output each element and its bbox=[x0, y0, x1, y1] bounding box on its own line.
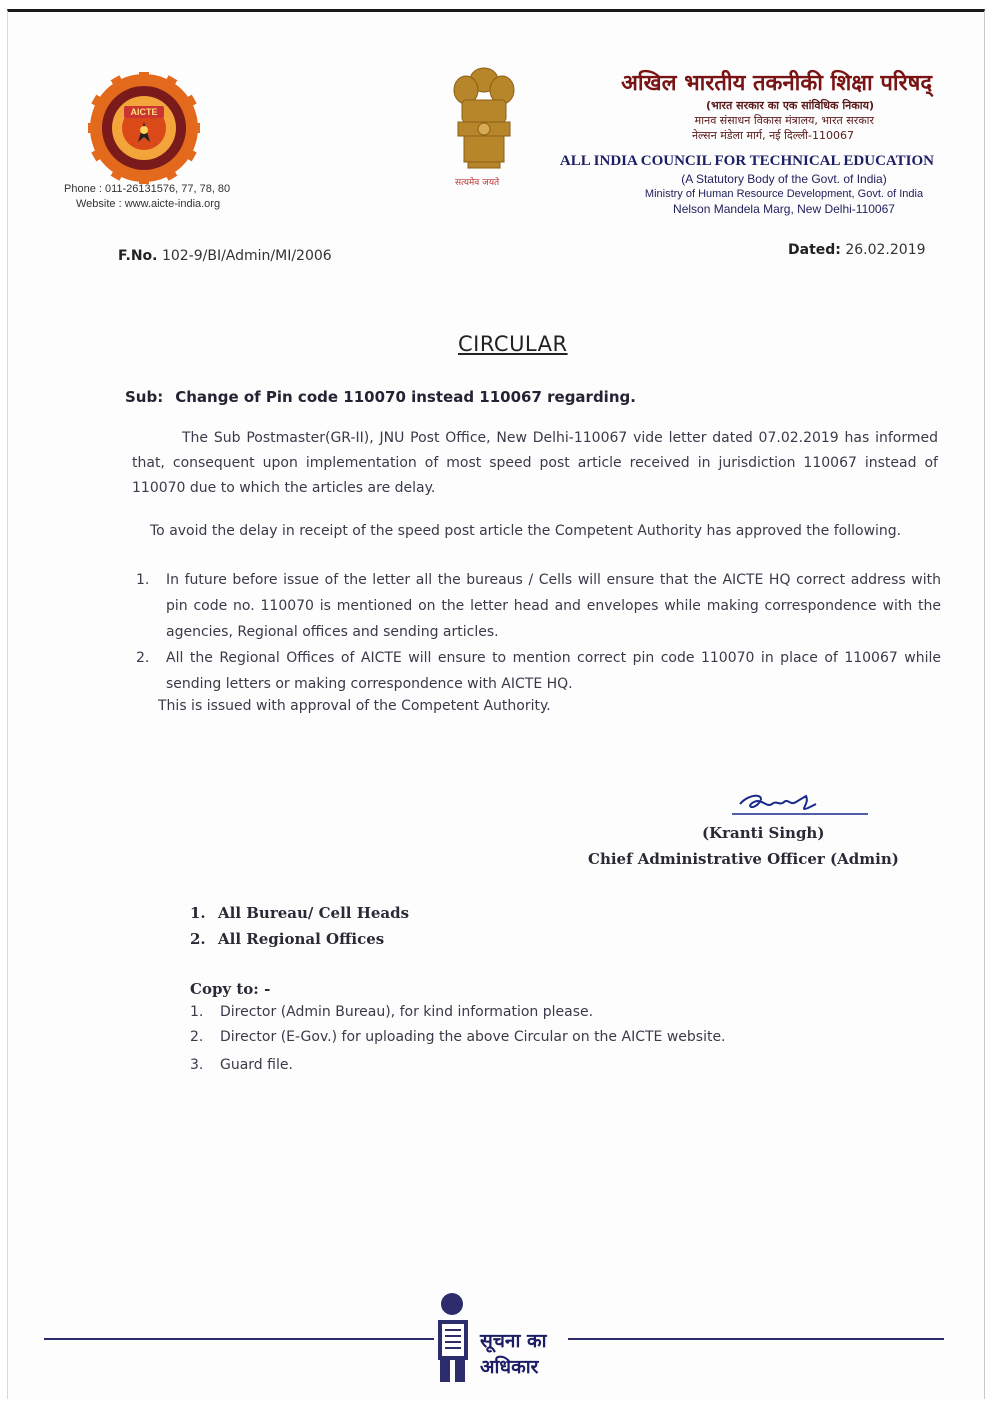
distribution-text: All Bureau/ Cell Heads bbox=[218, 904, 410, 922]
org-name-hindi-block bbox=[572, 70, 932, 143]
contact-info bbox=[64, 182, 230, 212]
distribution-item bbox=[190, 904, 409, 922]
distribution-number: 2. bbox=[190, 930, 206, 948]
list-item-number: 2. bbox=[136, 650, 150, 666]
file-number-label: F.No. bbox=[118, 248, 158, 264]
copy-to-number: 2. bbox=[190, 1029, 204, 1045]
distribution-number: 1. bbox=[190, 904, 206, 922]
copy-to-number: 1. bbox=[190, 1004, 204, 1020]
document-title: CIRCULAR bbox=[458, 332, 568, 356]
org-name-english-block bbox=[534, 152, 934, 217]
rti-text-line2: अधिकार bbox=[480, 1356, 539, 1378]
phone-number: Phone : 011-26131576, 77, 78, 80 bbox=[64, 183, 231, 195]
emblem-motto: सत्यमेव जयते bbox=[455, 178, 500, 188]
copy-to-text: Director (Admin Bureau), for kind information please. bbox=[220, 1004, 594, 1020]
copy-to-number: 3. bbox=[190, 1057, 204, 1073]
footer-divider-right bbox=[568, 1338, 944, 1340]
copy-to-item bbox=[190, 1004, 593, 1020]
national-emblem bbox=[448, 64, 520, 182]
website: Website : www.aicte-india.org bbox=[76, 198, 221, 210]
copy-to-text: Director (E-Gov.) for uploading the above Circular on the AICTE website. bbox=[220, 1029, 726, 1045]
signatory-name: (Kranti Singh) bbox=[702, 824, 825, 842]
svg-text:AICTE: AICTE bbox=[130, 107, 158, 117]
signatory-designation: Chief Administrative Officer (Admin) bbox=[588, 850, 899, 868]
distribution-text: All Regional Offices bbox=[218, 930, 385, 948]
org-english-ministry: Ministry of Human Resource Development, Govt. of India bbox=[644, 188, 924, 200]
org-hindi-statutory: (भारत सरकार का एक सांविधिक निकाय) bbox=[705, 99, 874, 112]
subject-line bbox=[125, 388, 636, 406]
org-name-english: ALL INDIA COUNCIL FOR TECHNICAL EDUCATION bbox=[559, 153, 934, 169]
subject-text: Change of Pin code 110070 instead 110067 regarding. bbox=[175, 388, 636, 406]
date-label: Dated: bbox=[788, 242, 841, 258]
aicte-logo bbox=[88, 72, 200, 184]
body-paragraph-1: The Sub Postmaster(GR-II), JNU Post Office, New Delhi-110067 vide letter dated 07.02.2019 has informed that, consequent upon implementation of most speed post article received in jurisdiction 110067 instead of 110070 due to which the articles are delay. bbox=[132, 430, 938, 496]
org-hindi-address: नेल्सन मंडेला मार्ग, नई दिल्ली-110067 bbox=[691, 129, 854, 142]
list-item-text: In future before issue of the letter all the bureaus / Cells will ensure that the AICTE HQ correct address with pin code no. 110070 is mentioned on the letter head and envelopes while making correspondence with the agencies, Regional offices and sending articles. bbox=[166, 572, 941, 640]
footer-divider-left bbox=[44, 1338, 434, 1340]
date-value: 26.02.2019 bbox=[845, 242, 926, 258]
date bbox=[788, 242, 926, 258]
org-english-statutory: (A Statutory Body of the Govt. of India) bbox=[681, 172, 887, 186]
list-item-text: All the Regional Offices of AICTE will ensure to mention correct pin code 110070 in place of 110067 while sending letters or making correspondence with AICTE HQ. bbox=[166, 650, 941, 692]
org-hindi-ministry: मानव संसाधन विकास मंत्रालय, भारत सरकार bbox=[694, 114, 874, 127]
list-item-number: 1. bbox=[136, 572, 150, 588]
copy-to-text: Guard file. bbox=[220, 1057, 293, 1073]
org-name-hindi: अखिल भारतीय तकनीकी शिक्षा परिषद् bbox=[621, 71, 932, 96]
file-number-value: 102-9/BI/Admin/MI/2006 bbox=[161, 248, 332, 264]
distribution-item bbox=[190, 930, 384, 948]
list-item bbox=[136, 645, 946, 700]
copy-to-item bbox=[190, 1057, 293, 1073]
rti-person-document-icon bbox=[428, 1292, 478, 1387]
subject-label: Sub: bbox=[125, 388, 164, 406]
approval-note: This is issued with approval of the Competent Authority. bbox=[158, 698, 551, 714]
rti-logo-text bbox=[480, 1328, 547, 1380]
file-number bbox=[118, 248, 332, 264]
copy-to-label: Copy to: - bbox=[190, 980, 271, 998]
list-item bbox=[136, 567, 946, 647]
document-page bbox=[7, 9, 985, 1399]
org-english-address: Nelson Mandela Marg, New Delhi-110067 bbox=[673, 202, 895, 216]
body-paragraph-2: To avoid the delay in receipt of the speed post article the Competent Authority has approved the following. bbox=[150, 523, 902, 539]
rti-text-line1: सूचना का bbox=[480, 1330, 547, 1352]
copy-to-item bbox=[190, 1029, 726, 1045]
